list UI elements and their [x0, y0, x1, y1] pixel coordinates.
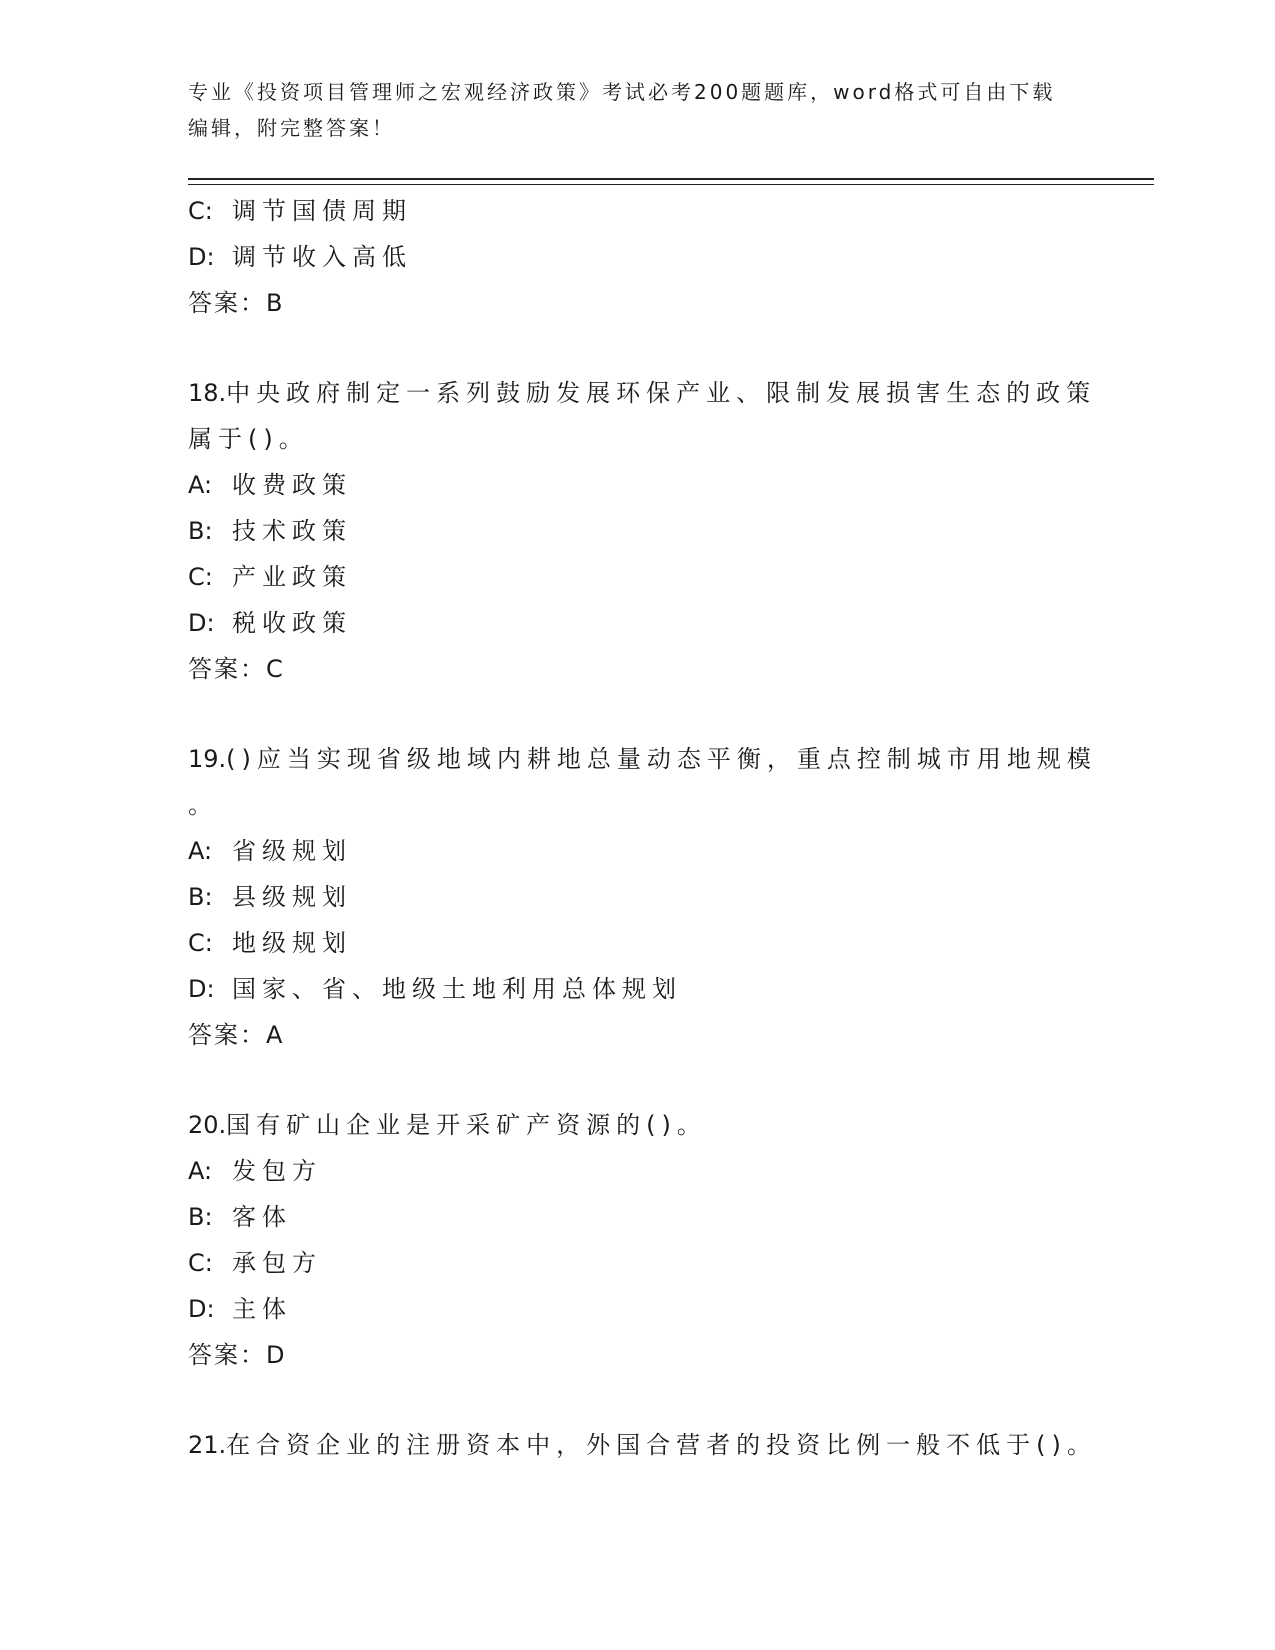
question-list: [188, 188, 1097, 1468]
option-b: [188, 874, 1088, 920]
option-text: 县级规划: [232, 883, 352, 911]
question-18: [188, 370, 1097, 692]
option-c: [188, 1240, 1088, 1286]
option-b: [188, 1194, 1088, 1240]
question-stem: [188, 736, 1097, 782]
option-c: [188, 554, 1088, 600]
option-text: 主体: [232, 1295, 292, 1323]
option-text: 发包方: [232, 1157, 322, 1185]
option-text: 客体: [232, 1203, 292, 1231]
option-c: [188, 920, 1088, 966]
option-key: B:: [188, 517, 213, 545]
header-divider-thick: [188, 178, 1154, 180]
question-text-continued: 。: [188, 791, 218, 819]
option-key: A:: [188, 471, 213, 499]
option-text: 产业政策: [232, 563, 352, 591]
question-17-continued: [188, 188, 1088, 326]
question-text: ()应当实现省级地域内耕地总量动态平衡，重点控制城市用地规模: [226, 745, 1097, 773]
question-stem: [188, 370, 1097, 416]
option-text: 技术政策: [232, 517, 352, 545]
option-text: 地级规划: [232, 929, 352, 957]
option-key: C:: [188, 1249, 213, 1277]
question-number: 18.: [188, 379, 227, 407]
option-key: D:: [188, 1295, 215, 1323]
option-key: C:: [188, 197, 213, 225]
question-text: 中央政府制定一系列鼓励发展环保产业、限制发展损害生态的政策: [226, 379, 1097, 407]
option-a: [188, 462, 1088, 508]
question-20: [188, 1102, 1088, 1378]
header-divider-thin: [188, 184, 1154, 185]
option-d: [188, 1286, 1088, 1332]
option-key: B:: [188, 1203, 213, 1231]
option-text: 收费政策: [232, 471, 352, 499]
answer-line: 答案：C: [188, 655, 285, 683]
option-key: C:: [188, 563, 213, 591]
question-stem: [188, 1102, 1088, 1148]
question-stem: [188, 1422, 1097, 1468]
option-text: 调节国债周期: [232, 197, 412, 225]
answer-line: 答案：A: [188, 1021, 285, 1049]
option-text: 承包方: [232, 1249, 322, 1277]
answer-line: 答案：B: [188, 289, 285, 317]
option-text: 国家、省、地级土地利用总体规划: [232, 975, 682, 1003]
option-key: B:: [188, 883, 213, 911]
option-key: A:: [188, 1157, 213, 1185]
answer-line: 答案：D: [188, 1341, 287, 1369]
option-key: D:: [188, 609, 215, 637]
option-b: [188, 508, 1088, 554]
question-number: 19.: [188, 745, 227, 773]
question-text: 国有矿山企业是开采矿产资源的()。: [226, 1111, 707, 1139]
option-key: C:: [188, 929, 213, 957]
option-key: D:: [188, 243, 215, 271]
option-d: [188, 600, 1088, 646]
question-text: 在合资企业的注册资本中，外国合营者的投资比例一般不低于()。: [226, 1431, 1097, 1459]
header-title: 专业《投资项目管理师之宏观经济政策》考试必考200题题库，word格式可自由下载编辑，附完整答案！: [188, 80, 1056, 140]
option-d: [188, 234, 1088, 280]
option-text: 调节收入高低: [232, 243, 412, 271]
option-a: [188, 1148, 1088, 1194]
question-number: 20.: [188, 1111, 227, 1139]
option-c: [188, 188, 1088, 234]
option-key: D:: [188, 975, 215, 1003]
question-19: [188, 736, 1097, 1058]
question-number: 21.: [188, 1431, 227, 1459]
option-key: A:: [188, 837, 213, 865]
option-text: 税收政策: [232, 609, 352, 637]
option-text: 省级规划: [232, 837, 352, 865]
document-header: [188, 74, 1068, 146]
question-21: [188, 1422, 1097, 1468]
question-text-continued: 属于()。: [188, 425, 309, 453]
option-d: [188, 966, 1088, 1012]
option-a: [188, 828, 1088, 874]
